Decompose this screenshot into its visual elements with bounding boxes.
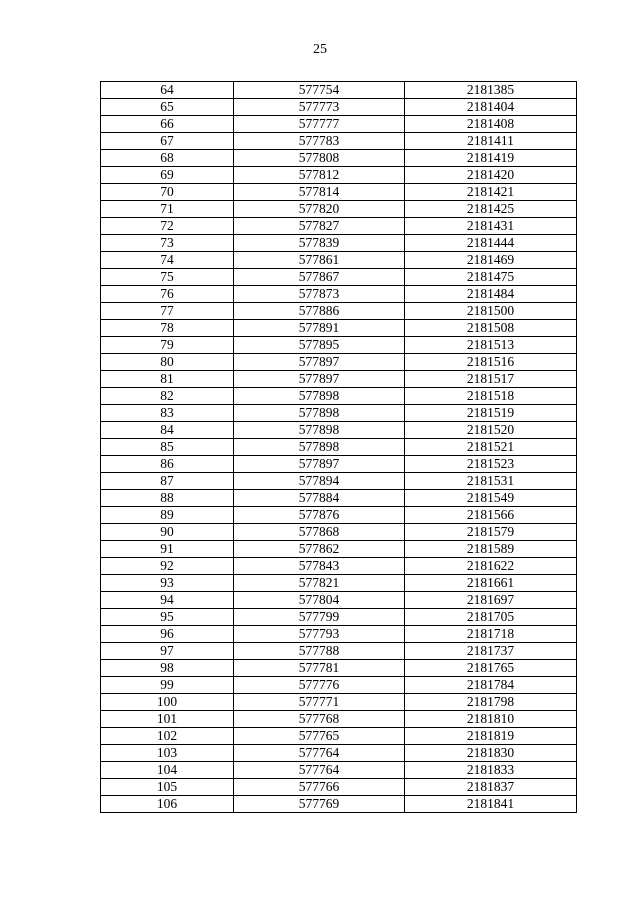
page-number: 25	[313, 42, 327, 57]
point-number-cell: 78	[101, 320, 234, 337]
table-row	[101, 575, 577, 592]
y-coordinate-cell: 2181697	[405, 592, 577, 609]
point-number-cell: 82	[101, 388, 234, 405]
table-row	[101, 694, 577, 711]
point-number-cell: 81	[101, 371, 234, 388]
y-coordinate-cell: 2181500	[405, 303, 577, 320]
coordinates-table	[100, 81, 577, 813]
y-coordinate-cell: 2181765	[405, 660, 577, 677]
x-coordinate-cell: 577891	[234, 320, 405, 337]
table-row	[101, 507, 577, 524]
y-coordinate-cell: 2181420	[405, 167, 577, 184]
y-coordinate-cell: 2181833	[405, 762, 577, 779]
table-row	[101, 201, 577, 218]
table-row	[101, 167, 577, 184]
y-coordinate-cell: 2181819	[405, 728, 577, 745]
table-row	[101, 728, 577, 745]
x-coordinate-cell: 577897	[234, 371, 405, 388]
point-number-cell: 79	[101, 337, 234, 354]
y-coordinate-cell: 2181475	[405, 269, 577, 286]
y-coordinate-cell: 2181837	[405, 779, 577, 796]
y-coordinate-cell: 2181566	[405, 507, 577, 524]
x-coordinate-cell: 577764	[234, 745, 405, 762]
x-coordinate-cell: 577783	[234, 133, 405, 150]
x-coordinate-cell: 577766	[234, 779, 405, 796]
x-coordinate-cell: 577862	[234, 541, 405, 558]
x-coordinate-cell: 577754	[234, 82, 405, 99]
point-number-cell: 96	[101, 626, 234, 643]
x-coordinate-cell: 577897	[234, 354, 405, 371]
point-number-cell: 83	[101, 405, 234, 422]
point-number-cell: 77	[101, 303, 234, 320]
point-number-cell: 72	[101, 218, 234, 235]
x-coordinate-cell: 577788	[234, 643, 405, 660]
table-row	[101, 405, 577, 422]
table-row	[101, 456, 577, 473]
table-row	[101, 320, 577, 337]
table-row	[101, 235, 577, 252]
table-row	[101, 558, 577, 575]
table-row	[101, 184, 577, 201]
table-row	[101, 779, 577, 796]
y-coordinate-cell: 2181705	[405, 609, 577, 626]
point-number-cell: 97	[101, 643, 234, 660]
table-row	[101, 303, 577, 320]
x-coordinate-cell: 577812	[234, 167, 405, 184]
point-number-cell: 71	[101, 201, 234, 218]
point-number-cell: 69	[101, 167, 234, 184]
table-row	[101, 82, 577, 99]
point-number-cell: 105	[101, 779, 234, 796]
x-coordinate-cell: 577777	[234, 116, 405, 133]
table-row	[101, 354, 577, 371]
table-row	[101, 660, 577, 677]
table-row	[101, 133, 577, 150]
table-row	[101, 116, 577, 133]
y-coordinate-cell: 2181841	[405, 796, 577, 813]
point-number-cell: 91	[101, 541, 234, 558]
x-coordinate-cell: 577839	[234, 235, 405, 252]
table-row	[101, 218, 577, 235]
point-number-cell: 80	[101, 354, 234, 371]
x-coordinate-cell: 577773	[234, 99, 405, 116]
table-row	[101, 269, 577, 286]
table-row	[101, 626, 577, 643]
point-number-cell: 102	[101, 728, 234, 745]
x-coordinate-cell: 577898	[234, 388, 405, 405]
point-number-cell: 66	[101, 116, 234, 133]
x-coordinate-cell: 577768	[234, 711, 405, 728]
y-coordinate-cell: 2181523	[405, 456, 577, 473]
y-coordinate-cell: 2181518	[405, 388, 577, 405]
y-coordinate-cell: 2181520	[405, 422, 577, 439]
table-row	[101, 439, 577, 456]
table-row	[101, 711, 577, 728]
y-coordinate-cell: 2181425	[405, 201, 577, 218]
y-coordinate-cell: 2181521	[405, 439, 577, 456]
point-number-cell: 101	[101, 711, 234, 728]
y-coordinate-cell: 2181784	[405, 677, 577, 694]
point-number-cell: 90	[101, 524, 234, 541]
x-coordinate-cell: 577799	[234, 609, 405, 626]
point-number-cell: 94	[101, 592, 234, 609]
y-coordinate-cell: 2181431	[405, 218, 577, 235]
y-coordinate-cell: 2181419	[405, 150, 577, 167]
table-row	[101, 592, 577, 609]
y-coordinate-cell: 2181484	[405, 286, 577, 303]
x-coordinate-cell: 577867	[234, 269, 405, 286]
point-number-cell: 99	[101, 677, 234, 694]
point-number-cell: 73	[101, 235, 234, 252]
x-coordinate-cell: 577769	[234, 796, 405, 813]
point-number-cell: 68	[101, 150, 234, 167]
y-coordinate-cell: 2181404	[405, 99, 577, 116]
x-coordinate-cell: 577843	[234, 558, 405, 575]
x-coordinate-cell: 577820	[234, 201, 405, 218]
point-number-cell: 106	[101, 796, 234, 813]
table-row	[101, 388, 577, 405]
x-coordinate-cell: 577898	[234, 405, 405, 422]
x-coordinate-cell: 577873	[234, 286, 405, 303]
table-row	[101, 541, 577, 558]
point-number-cell: 64	[101, 82, 234, 99]
y-coordinate-cell: 2181517	[405, 371, 577, 388]
x-coordinate-cell: 577895	[234, 337, 405, 354]
x-coordinate-cell: 577868	[234, 524, 405, 541]
y-coordinate-cell: 2181798	[405, 694, 577, 711]
y-coordinate-cell: 2181516	[405, 354, 577, 371]
table-row	[101, 286, 577, 303]
table-row	[101, 796, 577, 813]
point-number-cell: 104	[101, 762, 234, 779]
table-row	[101, 643, 577, 660]
x-coordinate-cell: 577808	[234, 150, 405, 167]
point-number-cell: 67	[101, 133, 234, 150]
y-coordinate-cell: 2181549	[405, 490, 577, 507]
coordinates-table-body	[101, 82, 577, 813]
y-coordinate-cell: 2181469	[405, 252, 577, 269]
y-coordinate-cell: 2181661	[405, 575, 577, 592]
x-coordinate-cell: 577886	[234, 303, 405, 320]
y-coordinate-cell: 2181508	[405, 320, 577, 337]
point-number-cell: 103	[101, 745, 234, 762]
x-coordinate-cell: 577781	[234, 660, 405, 677]
point-number-cell: 85	[101, 439, 234, 456]
x-coordinate-cell: 577793	[234, 626, 405, 643]
x-coordinate-cell: 577771	[234, 694, 405, 711]
x-coordinate-cell: 577827	[234, 218, 405, 235]
y-coordinate-cell: 2181718	[405, 626, 577, 643]
x-coordinate-cell: 577821	[234, 575, 405, 592]
y-coordinate-cell: 2181737	[405, 643, 577, 660]
point-number-cell: 95	[101, 609, 234, 626]
point-number-cell: 92	[101, 558, 234, 575]
table-row	[101, 473, 577, 490]
x-coordinate-cell: 577804	[234, 592, 405, 609]
y-coordinate-cell: 2181531	[405, 473, 577, 490]
table-row	[101, 490, 577, 507]
y-coordinate-cell: 2181385	[405, 82, 577, 99]
x-coordinate-cell: 577897	[234, 456, 405, 473]
table-row	[101, 524, 577, 541]
point-number-cell: 98	[101, 660, 234, 677]
x-coordinate-cell: 577861	[234, 252, 405, 269]
y-coordinate-cell: 2181444	[405, 235, 577, 252]
table-row	[101, 609, 577, 626]
x-coordinate-cell: 577776	[234, 677, 405, 694]
y-coordinate-cell: 2181622	[405, 558, 577, 575]
table-row	[101, 337, 577, 354]
y-coordinate-cell: 2181408	[405, 116, 577, 133]
x-coordinate-cell: 577765	[234, 728, 405, 745]
table-row	[101, 371, 577, 388]
table-row	[101, 150, 577, 167]
table-row	[101, 422, 577, 439]
x-coordinate-cell: 577898	[234, 422, 405, 439]
x-coordinate-cell: 577764	[234, 762, 405, 779]
table-row	[101, 252, 577, 269]
point-number-cell: 87	[101, 473, 234, 490]
y-coordinate-cell: 2181519	[405, 405, 577, 422]
point-number-cell: 86	[101, 456, 234, 473]
y-coordinate-cell: 2181579	[405, 524, 577, 541]
point-number-cell: 89	[101, 507, 234, 524]
point-number-cell: 88	[101, 490, 234, 507]
point-number-cell: 65	[101, 99, 234, 116]
y-coordinate-cell: 2181421	[405, 184, 577, 201]
table-row	[101, 677, 577, 694]
table-row	[101, 99, 577, 116]
x-coordinate-cell: 577876	[234, 507, 405, 524]
point-number-cell: 100	[101, 694, 234, 711]
x-coordinate-cell: 577894	[234, 473, 405, 490]
y-coordinate-cell: 2181411	[405, 133, 577, 150]
point-number-cell: 76	[101, 286, 234, 303]
point-number-cell: 93	[101, 575, 234, 592]
point-number-cell: 74	[101, 252, 234, 269]
y-coordinate-cell: 2181513	[405, 337, 577, 354]
table-row	[101, 745, 577, 762]
point-number-cell: 84	[101, 422, 234, 439]
y-coordinate-cell: 2181589	[405, 541, 577, 558]
y-coordinate-cell: 2181810	[405, 711, 577, 728]
x-coordinate-cell: 577898	[234, 439, 405, 456]
x-coordinate-cell: 577884	[234, 490, 405, 507]
point-number-cell: 70	[101, 184, 234, 201]
table-row	[101, 762, 577, 779]
y-coordinate-cell: 2181830	[405, 745, 577, 762]
x-coordinate-cell: 577814	[234, 184, 405, 201]
point-number-cell: 75	[101, 269, 234, 286]
